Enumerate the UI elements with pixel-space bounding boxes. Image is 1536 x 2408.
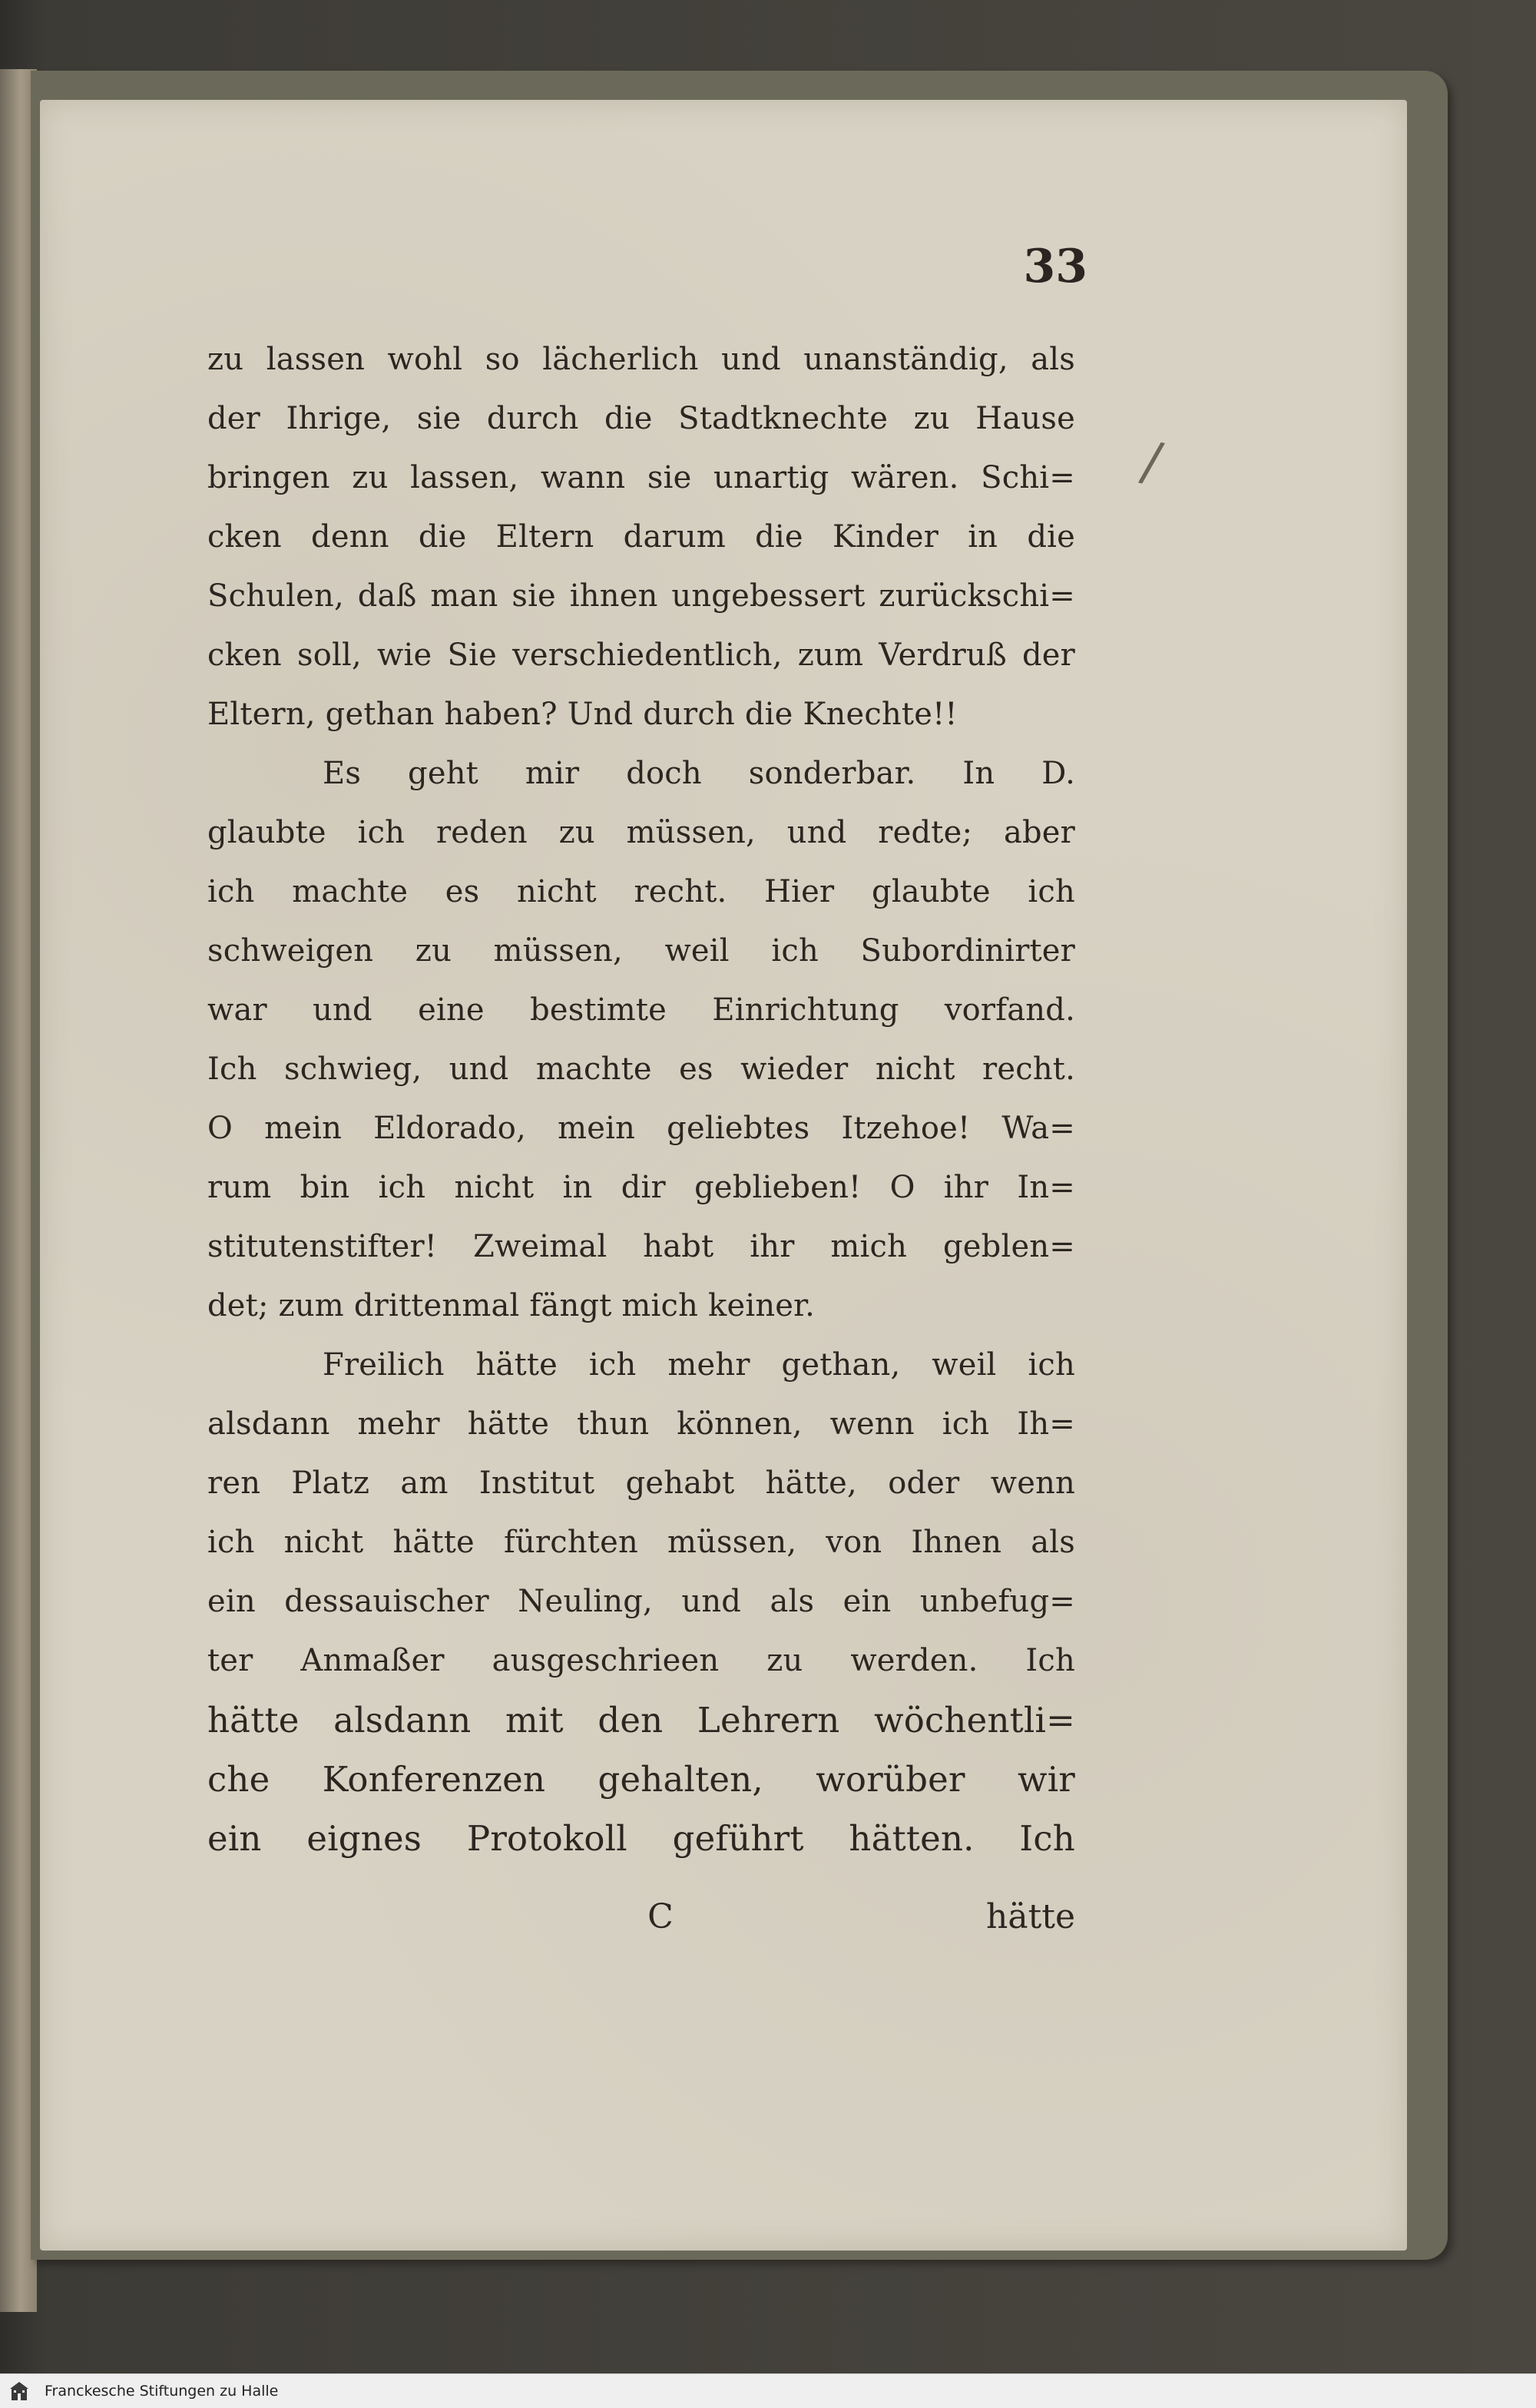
- text-line: O mein Eldorado, mein geliebtes Itzehoe! Wa=: [207, 1111, 1075, 1146]
- text-line: stitutenstifter! Zweimal habt ihr mich geblen=: [207, 1229, 1075, 1264]
- text-line: Eltern, gethan haben? Und durch die Knechte!!: [207, 697, 958, 732]
- text-line: Schulen, daß man sie ihnen ungebessert zurückschi=: [207, 578, 1075, 614]
- footer-institution-name: Franckesche Stiftungen zu Halle: [45, 2383, 279, 2400]
- text-line: bringen zu lassen, wann sie unartig wären. Schi=: [207, 460, 1075, 495]
- text-line: ich nicht hätte fürchten müssen, von Ihnen als: [207, 1525, 1075, 1560]
- text-line: Ich schwieg, und machte es wieder nicht recht.: [207, 1052, 1075, 1087]
- text-line: ich machte es nicht recht. Hier glaubte ich: [207, 874, 1075, 909]
- text-line: ter Anmaßer ausgeschrieen zu werden. Ich: [207, 1643, 1075, 1678]
- footer-bar: [0, 2373, 1536, 2408]
- text-line: cken denn die Eltern darum die Kinder in die: [207, 519, 1075, 555]
- text-line: ren Platz am Institut gehabt hätte, oder wenn: [207, 1466, 1075, 1501]
- text-line: der Ihrige, sie durch die Stadtknechte zu Hause: [207, 401, 1075, 436]
- paragraph-start: Es geht mir doch sonderbar. In D.: [323, 756, 1075, 791]
- text-line: schweigen zu müssen, weil ich Subordinirter: [207, 933, 1075, 969]
- text-line: ein eignes Protokoll geführt hätten. Ich: [207, 1818, 1075, 1859]
- catchword: hätte: [986, 1897, 1075, 1936]
- margin-pencil-mark: /: [1136, 429, 1167, 495]
- text-line: war und eine bestimte Einrichtung vorfand.: [207, 992, 1075, 1028]
- text-line: det; zum drittenmal fängt mich keiner.: [207, 1288, 815, 1323]
- paragraph-start: Freilich hätte ich mehr gethan, weil ich: [323, 1347, 1075, 1383]
- orphanage-logo-icon: [9, 2380, 29, 2402]
- text-line: che Konferenzen gehalten, worüber wir: [207, 1759, 1075, 1800]
- body-text: [207, 330, 1075, 1868]
- text-line: cken soll, wie Sie verschiedentlich, zum Verdruß der: [207, 638, 1075, 673]
- text-line: hätte alsdann mit den Lehrern wöchentli=: [207, 1700, 1075, 1741]
- text-line: rum bin ich nicht in dir geblieben! O ihr In=: [207, 1170, 1075, 1205]
- signature-mark: C: [647, 1897, 674, 1936]
- text-line: glaubte ich reden zu müssen, und redte; aber: [207, 815, 1075, 850]
- page-number: 33: [1023, 240, 1087, 293]
- text-line: ein dessauischer Neuling, und als ein unbefug=: [207, 1584, 1075, 1619]
- text-line: zu lassen wohl so lächerlich und unanständig, als: [207, 342, 1075, 377]
- text-line: alsdann mehr hätte thun können, wenn ich Ih=: [207, 1406, 1075, 1442]
